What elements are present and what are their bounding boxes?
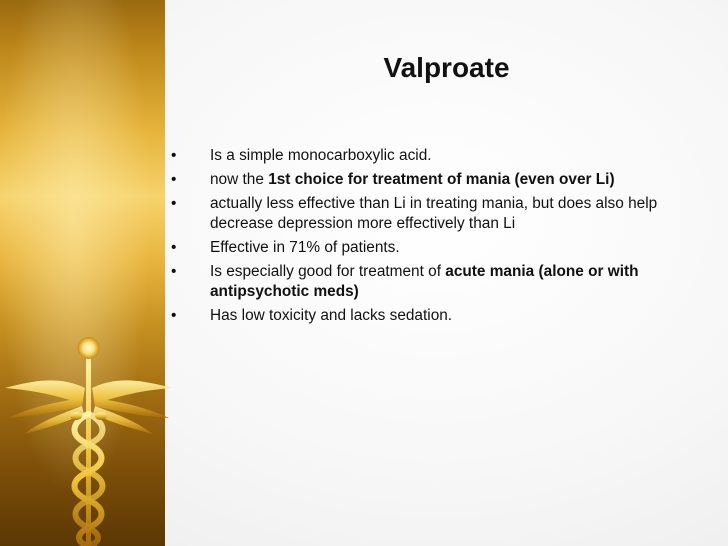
bullet-item [171,194,691,234]
bullet-dot-icon: • [171,195,177,212]
bullet-item [171,238,691,258]
bullet-dot-icon: • [171,147,177,164]
bullet-dot-icon: • [171,239,177,256]
bullet-dot-icon: • [171,171,177,188]
bullet-text: Has low toxicity and lacks sedation. [210,307,453,324]
bullet-text-bold: 1st choice for treatment of mania (even over Li) [268,171,615,188]
bullet-dot-icon: • [171,263,177,280]
bullet-text: Is a simple monocarboxylic acid. [210,147,432,164]
bullet-item [171,170,691,190]
caduceus-icon [0,318,175,546]
bullet-text: now the [210,171,269,188]
bullet-item [171,306,691,326]
bullet-text: Is especially good for treatment of [210,263,446,280]
bullet-text-bold: acute mania (alone or with antipsychotic meds) [210,263,639,300]
bullet-item [171,262,691,302]
bullet-dot-icon: • [171,307,177,324]
slide-title: Valproate [383,52,510,83]
bullet-item [171,146,691,166]
bullet-text: Effective in 71% of patients. [210,239,400,256]
bullet-text: actually less effective than Li in treating mania, but does also help decrease depression more effectively than Li [210,195,658,232]
bullet-list [171,146,691,330]
